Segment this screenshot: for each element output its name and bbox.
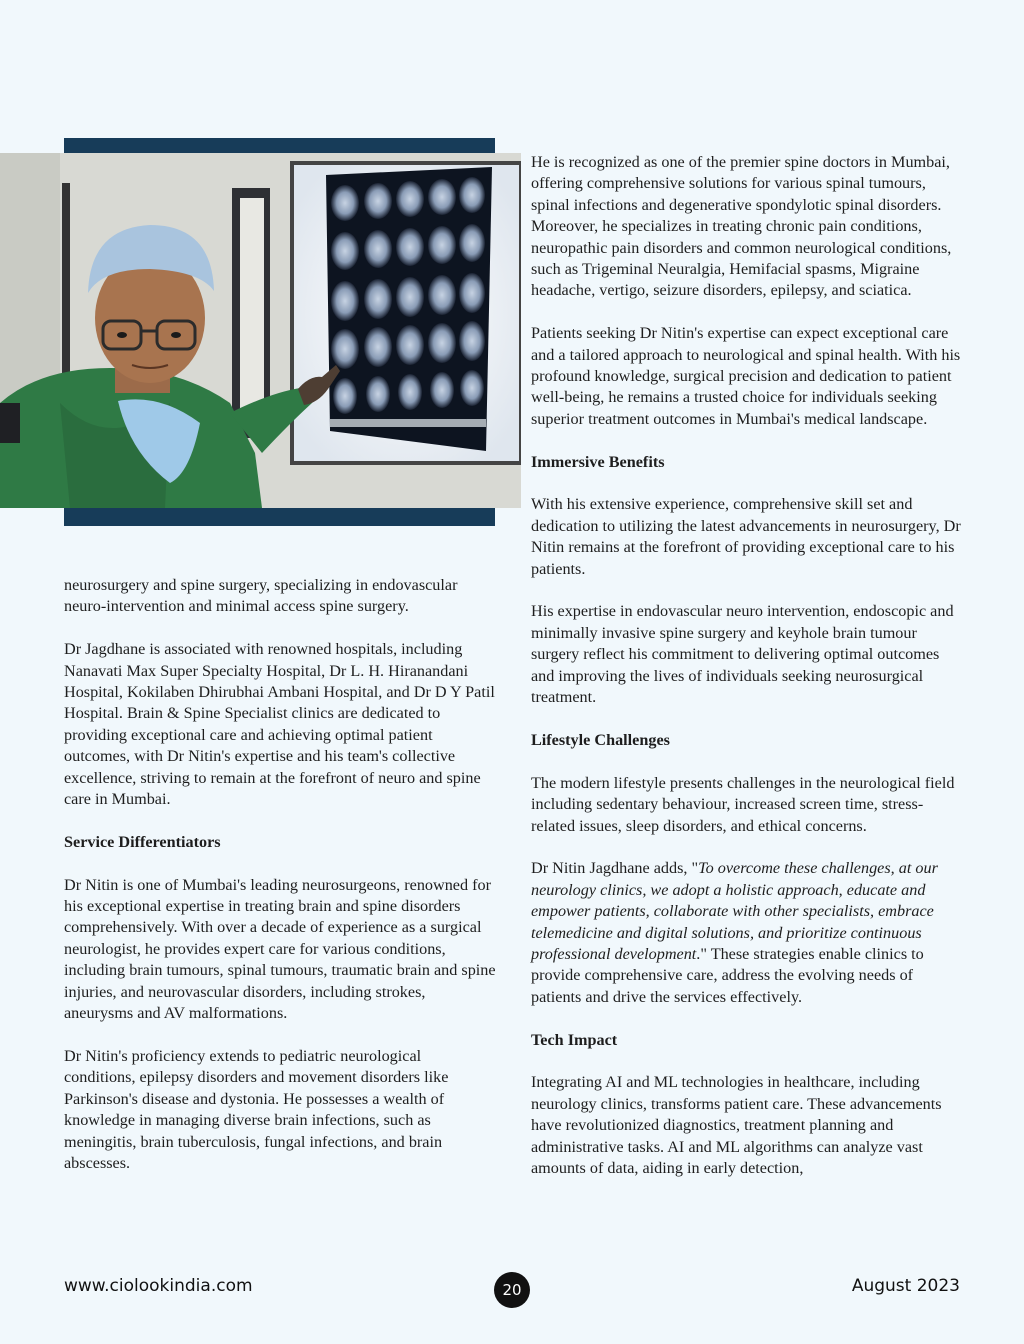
section-heading-immersive-benefits: Immersive Benefits: [531, 452, 665, 471]
right-article-column: [531, 152, 963, 1201]
quote-text: To overcome these challenges, at our neurology clinics, we adopt a holistic approach, educate and empower patients, collaborate with other specialists, embrace telemedicine and digital solutions, and prioritize continuous professional development: [531, 859, 938, 963]
left-article-column: [64, 575, 496, 1196]
footer-website-link[interactable]: www.ciolookindia.com: [64, 1276, 253, 1296]
right-paragraph-2: Patients seeking Dr Nitin's expertise can expect exceptional care and a tailored approach to neurological and spinal health. With his profound knowledge, surgical precision and dedication to patient well-being, he remains a trusted choice for individuals seeking superior treatment outcomes in Mumbai's medical landscape.: [531, 324, 961, 428]
section-heading-service-differentiators: Service Differentiators: [64, 832, 221, 851]
right-paragraph-7: Integrating AI and ML technologies in healthcare, including neurology clinics, transforms patient care. These advancements have revolutionized diagnostics, treatment planning and administrative tasks. AI and ML algorithms can analyze vast amounts of data, aiding in early detection,: [531, 1073, 942, 1177]
quote-follow-up: ." These strategies enable clinics to provide comprehensive care, address the evolving needs of patients and drive the services effectively.: [531, 944, 924, 1006]
photo-frame-bottom-bar: [64, 508, 495, 526]
right-paragraph-4: His expertise in endovascular neuro intervention, endoscopic and minimally invasive spine surgery and keyhole brain tumour surgery reflect his commitment to delivering optimal outcomes and improving the lives of individuals seeking neurosurgical treatment.: [531, 602, 954, 707]
right-paragraph-6: [531, 858, 963, 1008]
left-paragraph-3: Dr Nitin is one of Mumbai's leading neurosurgeons, renowned for his exceptional expertise in treating brain and spine disorders comprehensively. With over a decade of experience as a surgical neurologist, he provides expert care for various conditions, including brain tumours, spinal tumours, traumatic brain and spine injuries, and neurovascular disorders, including strokes, aneurysms and AV malformations.: [64, 875, 496, 1023]
section-heading-tech-impact: Tech Impact: [531, 1030, 618, 1049]
photo-frame-top-bar: [64, 138, 495, 154]
right-paragraph-3: With his extensive experience, comprehensive skill set and dedication to utilizing the latest advancements in neurosurgery, Dr Nitin remains at the forefront of providing exceptional care to his patients.: [531, 495, 961, 578]
footer-issue-date: August 2023: [851, 1276, 960, 1296]
left-paragraph-2: Dr Jagdhane is associated with renowned hospitals, including Nanavati Max Super Specialty Hospital, Dr L. H. Hiranandani Hospital, Kokilaben Dhirubhai Ambani Hospital, and Dr D Y Patil Hospital. Brain & Spine Specialist clinics are dedicated to providing exceptional care and achieving optimal patient outcomes, with Dr Nitin's expertise and his team's collective excellence, striving to remain at the forefront of neuro and spine care in Mumbai.: [64, 640, 495, 809]
doctor-photo: [0, 153, 521, 508]
quote-lead-in: Dr Nitin Jagdhane adds, ": [531, 859, 699, 878]
right-paragraph-5: The modern lifestyle presents challenges in the neurological field including sedentary behaviour, increased screen time, stress-related issues, sleep disorders, and ethical concerns.: [531, 773, 955, 835]
left-paragraph-1: neurosurgery and spine surgery, specializing in endovascular neuro-intervention and minimal access spine surgery.: [64, 576, 458, 616]
section-heading-lifestyle-challenges: Lifestyle Challenges: [531, 730, 670, 749]
right-paragraph-1: He is recognized as one of the premier spine doctors in Mumbai, offering comprehensive solutions for various spinal tumours, spinal infections and degenerative spondylotic spinal disorders. Moreover, he specializes in treating chronic pain conditions, neuropathic pain disorders and common neurological conditions, such as Trigeminal Neuralgia, Hemifacial spasms, Migraine headache, vertigo, seizure disorders, epilepsy, and sciatica.: [531, 153, 952, 300]
page-number-badge: 20: [494, 1272, 530, 1308]
left-paragraph-4: Dr Nitin's proficiency extends to pediatric neurological conditions, epilepsy disorders and movement disorders like Parkinson's disease and dystonia. He possesses a wealth of knowledge in managing diverse brain infections, such as meningitis, brain tuberculosis, fungal infections, and brain abscesses.: [64, 1046, 449, 1172]
